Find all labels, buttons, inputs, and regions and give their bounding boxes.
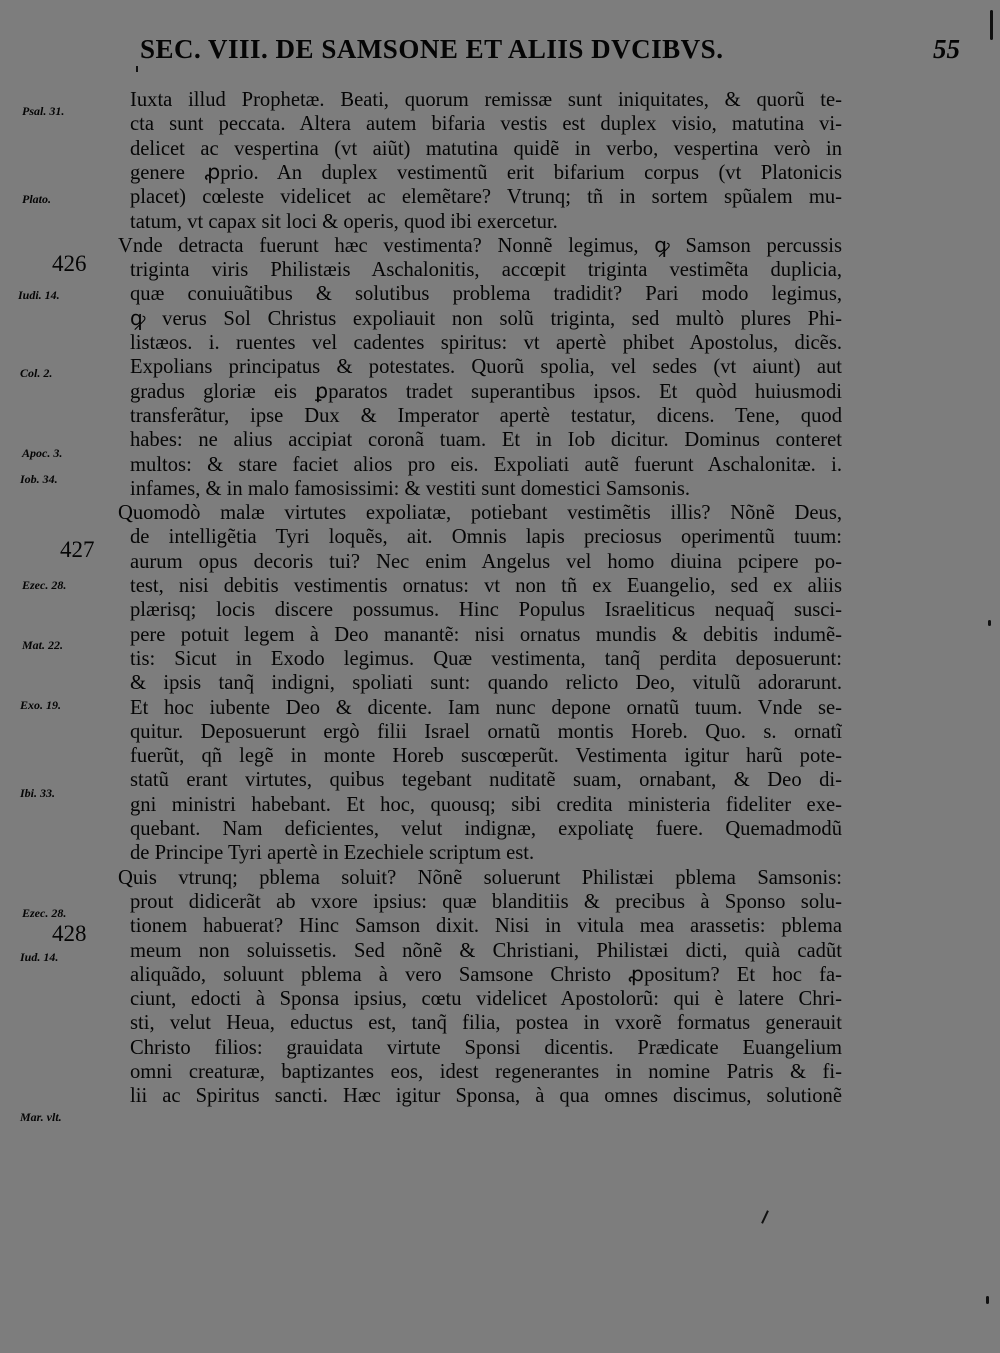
running-head: SEC. VIII. DE SAMSONE ET ALIIS DVCIBVS. [140, 34, 724, 64]
text-line: statũ erant virtutes, quibus tegebant nuditatẽ suam, ornabant, & Deo di- [130, 769, 842, 792]
text-line: meum non soluissetis. Sed nõnẽ & Christiani, Philistæi dicti, quià cadũt [130, 939, 842, 962]
text-line: sti, velut Heua, eductus est, tanq̃ filia, postea in vxorẽ formatus generauit [130, 1012, 842, 1035]
page-number: 55 [933, 34, 960, 64]
text-line: & ipsis tanq̃ indigni, spoliati sunt: quando relicto Deo, vitulũ adorarunt. [130, 672, 842, 695]
marginal-note: Psal. 31. [22, 104, 65, 118]
text-line: de Principe Tyri apertè in Ezechiele scriptum est. [130, 842, 535, 865]
text-line: Christo filios: grauidata virtute Sponsi dicentis. Prædicate Euangelium [130, 1036, 842, 1059]
marginal-note: Ezec. 28. [22, 906, 67, 920]
marginal-note: Ibi. 33. [20, 786, 56, 800]
text-line: listæos. i. ruentes vel cadentes spiritus: vt apertè phibet Apostolus, dicẽs. [130, 332, 842, 354]
text-line: pere potuit legem à Deo manantẽ: nisi ornatus mundis & debitis indumẽ- [130, 623, 842, 646]
text-line: ꝙ verus Sol Christus expoliauit non solũ triginta, sed multò plures Phi- [130, 307, 842, 330]
text-line: gradus gloriæ eis ꝑparatos tradet superantibus ipsos. Et quòd huiusmodi [130, 380, 842, 403]
text-line: aurum opus decoris tui? Nec enim Angelus vel homo diuina pcipere po- [130, 550, 842, 573]
text-line: de intelligẽtia Tyri loquẽs, ait. Omnis lapis preciosus operimentũ tuum: [130, 526, 842, 549]
edge-speck [988, 620, 991, 626]
text-line: triginta viris Philistæis Aschalonitis, accœpit triginta vestimẽta duplicia, [130, 259, 842, 282]
text-line: cta sunt peccata. Altera autem bifaria vestis est duplex visio, matutina vi- [130, 113, 842, 136]
text-line: tatum, vt capax sit loci & operis, quod ibi exercetur. [130, 210, 558, 233]
text-line: aliquãdo, soluunt pblema à vero Samsone Christo ꝓpositum? Et hoc fa- [130, 963, 842, 986]
page-header [140, 34, 960, 70]
text-line: Expolians principatus & potestates. Quorũ spolia, vel sedes (vt aiunt) aut [130, 356, 842, 379]
text-line: habes: ne alius accipiat coronã tuam. Et in Iob dicitur. Dominus conteret [130, 429, 842, 452]
marginal-note: Exo. 19. [20, 698, 62, 712]
marginal-note: Ezec. 28. [22, 578, 67, 592]
text-line: ciunt, edocti à Sponsa ipsius, cœtu videlicet Apostolorũ: qui è latere Chri- [130, 988, 842, 1011]
section-number: 427 [60, 537, 95, 562]
marginal-note: Mat. 22. [22, 638, 64, 652]
text-line: infames, & in malo famosissimi: & vestiti sunt domestici Samsonis. [130, 477, 691, 500]
text-line: test, nisi debitis vestimentis ornatus: vt non tñ ex Euangelio, sed ex aliis [130, 575, 842, 597]
edge-speck [990, 10, 993, 40]
text-line: omni creaturæ, baptizantes eos, idest regenerantes in nomine Patris & fi- [130, 1061, 842, 1083]
marginal-note: Col. 2. [20, 366, 53, 380]
edge-speck [986, 1296, 989, 1304]
text-line: tis: Sicut in Exodo legimus. Quæ vestimenta, tanq̃ perdita deposuerunt: [130, 647, 842, 670]
text-line: quebant. Nam deficientes, velut indignæ, expoliatę fuere. Quemadmodũ [130, 818, 842, 840]
text-line: multos: & stare faciet alios pro eis. Expoliati autẽ fuerunt Aschalonitæ. i. [130, 453, 842, 476]
text-line: delicet ac vespertina (vt aiũt) matutina quidẽ in verbo, vespertina verò in [130, 137, 842, 160]
text-line: gni ministri habebant. Et hoc, quousq; sibi credita ministeria fideliter exe- [130, 793, 842, 816]
section-number: 426 [52, 251, 87, 276]
text-line: placet) cœleste videlicet ac elemẽtare? Vtrunq; tñ in sortem spũalem mu- [130, 186, 842, 209]
marginal-note: Iud. 14. [20, 950, 59, 964]
text-line: quitur. Deposuerunt ergò filii Israel ornatũ montis Horeb. Quo. s. ornatĩ [130, 720, 842, 743]
text-line: Et hoc iubente Deo & dicente. Iam nunc depone ornatũ tuum. Vnde se- [130, 696, 842, 719]
text-line: Quis vtrunq; pblema soluit? Nõnẽ soluerunt Philistæi pblema Samsonis: [118, 866, 842, 889]
text-line: fuerũt, qñ legẽ in monte Horeb suscœperũt. Vestimenta igitur harũ pote- [130, 745, 842, 768]
section-number: 428 [52, 921, 87, 946]
text-line: lii ac Spiritus sancti. Hæc igitur Sponsa, à qua omnes discimus, solutionẽ [130, 1085, 842, 1108]
scan-mark [761, 1210, 769, 1224]
marginal-note: Iudi. 14. [18, 288, 60, 302]
text-line: transferãtur, ipse Dux & Imperator apertè testatur, dicens. Tene, quod [130, 404, 842, 427]
marginal-note: Iob. 34. [20, 472, 58, 486]
marginal-note: Mar. vlt. [20, 1110, 62, 1124]
text-line: plærisq; locis discere possumus. Hinc Populus Israeliticus nequaq̃ susci- [130, 599, 842, 622]
marginal-note: Apoc. 3. [22, 446, 63, 460]
text-line: genere ꝓprio. An duplex vestimentũ erit bifarium corpus (vt Platonicis [130, 161, 842, 184]
text-line: Quomodò malæ virtutes expoliatæ, potiebant vestimẽtis illis? Nõnẽ Deus, [118, 502, 842, 525]
text-line: Iuxta illud Prophetæ. Beati, quorum remissæ sunt iniquitates, & quorũ te- [130, 89, 842, 111]
marginal-note: Plato. [22, 192, 51, 206]
text-line: Vnde detracta fuerunt hæc vestimenta? Nonnẽ legimus, ꝙ Samson percussis [118, 234, 842, 257]
text-line: tionem habuerat? Hinc Samson dixit. Nisi in vitula mea arassetis: pblema [130, 915, 842, 938]
text-line: prout didicerãt ab vxore ipsius: quæ blanditiis & precibus à Sponso solu- [130, 890, 842, 913]
scan-mark [136, 66, 138, 72]
text-line: quæ conuiuãtibus & solutibus problema tradidit? Pari modo legimus, [130, 283, 842, 306]
